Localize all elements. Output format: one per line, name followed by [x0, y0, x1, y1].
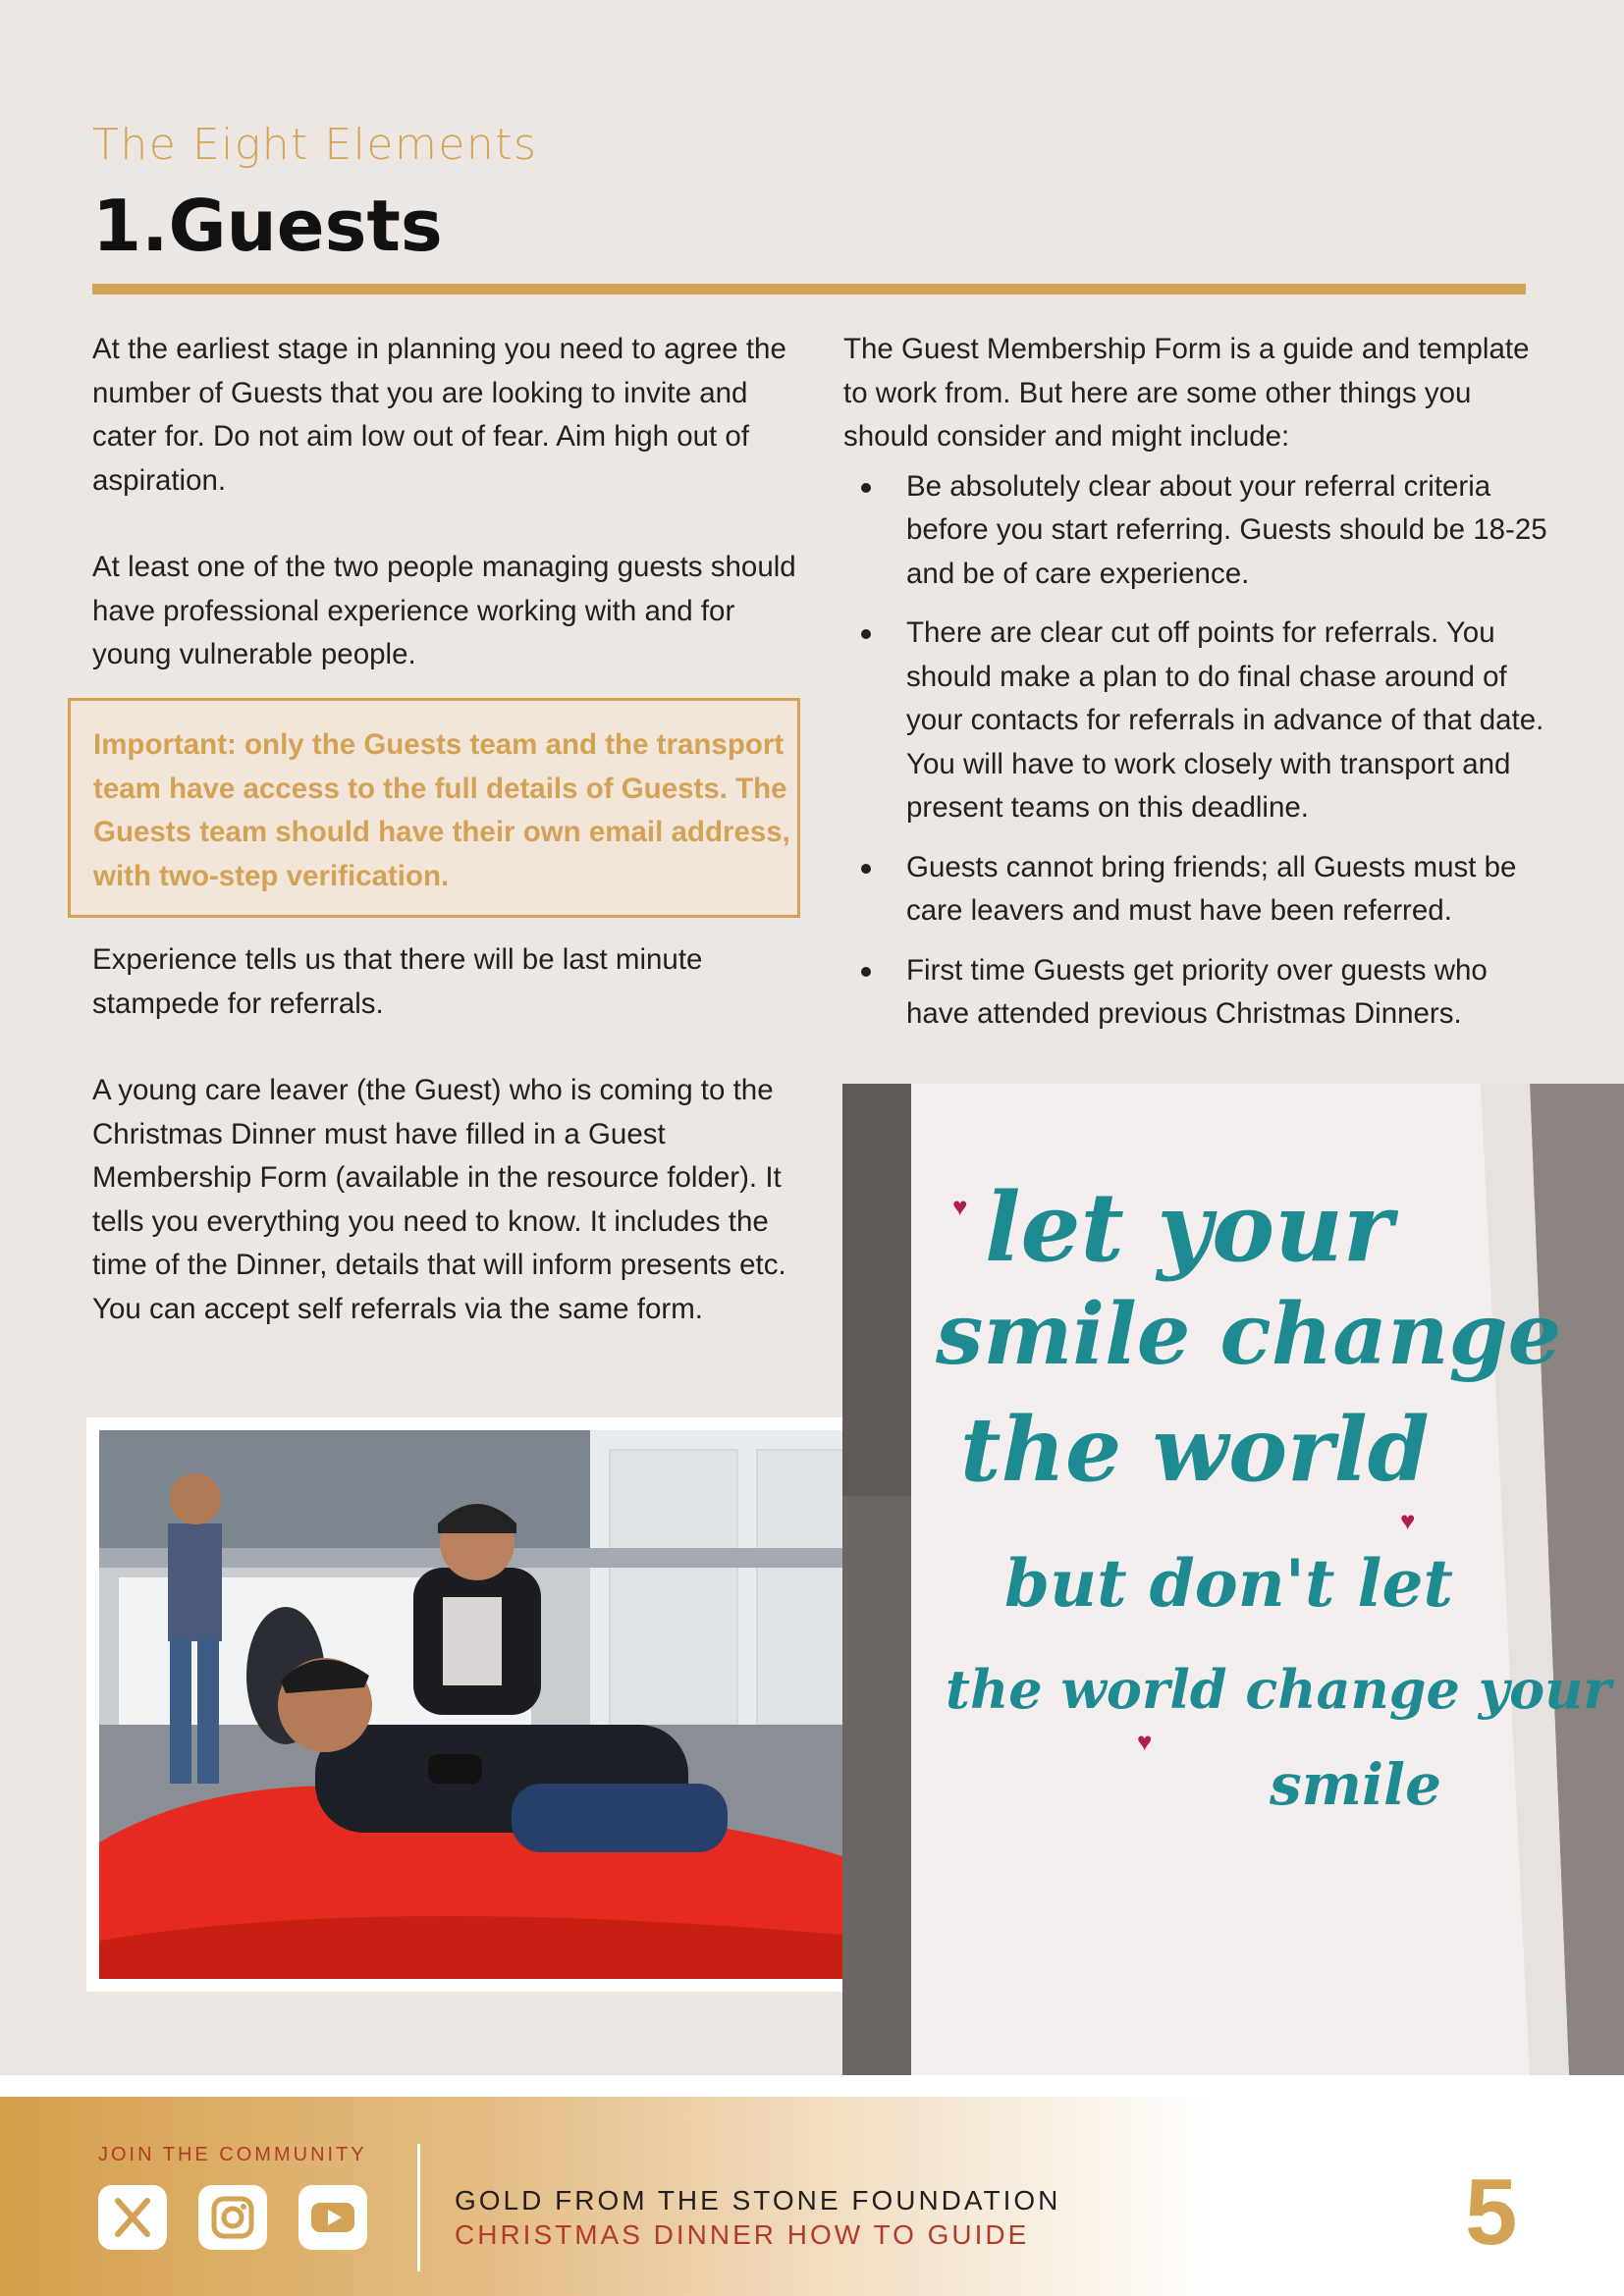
sign-photo — [842, 1084, 1624, 2075]
sign-line: smile change — [936, 1285, 1562, 1384]
left-column-intro — [92, 328, 809, 677]
paragraph: At least one of the two people managing guests should have professional experience working with and for young vulnerable people. — [92, 551, 796, 670]
title-divider — [92, 284, 1526, 294]
guests-photo — [86, 1417, 921, 1992]
footer — [0, 2075, 1624, 2296]
list-item: Guests cannot bring friends; all Guests must be care leavers and must have been referred. — [843, 846, 1550, 934]
left-column-continued — [92, 938, 819, 1331]
list-item: There are clear cut off points for referrals. You should make a plan to do final chase around of your contacts for referrals in advance of that date. You will have to work closely with transport and present teams on this deadline. — [843, 612, 1550, 830]
right-column — [843, 328, 1550, 1052]
footer-divider — [417, 2144, 420, 2271]
list-item: Be absolutely clear about your referral criteria before you start referring. Guests should be 18-25 and be of care experience. — [843, 465, 1550, 597]
paragraph: A young care leaver (the Guest) who is coming to the Christmas Dinner must have filled in a Guest Membership Form (available in the resource folder). It tells you everything you need to know. It includes the time of the Dinner, details that will inform presents etc. You can accept self referrals via the same form. — [92, 1074, 786, 1325]
sign-line: let your — [985, 1172, 1393, 1283]
join-community-label: JOIN THE COMMUNITY — [98, 2144, 367, 2165]
x-icon[interactable] — [98, 2185, 167, 2250]
guide-title: CHRISTMAS DINNER HOW TO GUIDE — [455, 2219, 1030, 2250]
sign-line: the world — [960, 1398, 1430, 1502]
sign-line: but don't let — [1004, 1545, 1453, 1622]
paragraph: Experience tells us that there will be last minute stampede for referrals. — [92, 943, 703, 1020]
callout-text: Important: only the Guests team and the transport team have access to the full details of Guests. The Guests team should have their own email address, with two-step verification. — [93, 728, 790, 892]
guests-photo-image — [99, 1430, 908, 1979]
section-label: The Eight Elements — [92, 120, 538, 170]
heart-icon: ♥ — [952, 1192, 968, 1221]
considerations-list — [843, 465, 1550, 1037]
sign-line: smile — [1270, 1751, 1441, 1818]
organisation-name: GOLD FROM THE STONE FOUNDATION — [455, 2185, 1061, 2216]
heart-icon: ♥ — [1400, 1506, 1416, 1535]
bullet-icon — [861, 967, 871, 977]
bullet-icon — [861, 864, 871, 874]
list-item: First time Guests get priority over guests who have attended previous Christmas Dinners. — [843, 949, 1550, 1037]
sign-lettering — [842, 1084, 1624, 2075]
paragraph: At the earliest stage in planning you need to agree the number of Guests that you are looking to invite and cater for. Do not aim low out of fear. Aim high out of aspiration. — [92, 333, 786, 497]
youtube-icon[interactable] — [298, 2185, 367, 2250]
important-callout — [68, 698, 800, 918]
paragraph: The Guest Membership Form is a guide and template to work from. But here are some other things you should consider and might include: — [843, 333, 1530, 453]
sign-line: the world change your — [946, 1658, 1611, 1721]
instagram-icon[interactable] — [198, 2185, 267, 2250]
page-title: 1.Guests — [92, 185, 443, 267]
page-number: 5 — [1465, 2160, 1518, 2265]
footer-band — [0, 2097, 1624, 2296]
bullet-icon — [861, 483, 871, 493]
heart-icon: ♥ — [1137, 1727, 1153, 1756]
bullet-icon — [861, 629, 871, 639]
